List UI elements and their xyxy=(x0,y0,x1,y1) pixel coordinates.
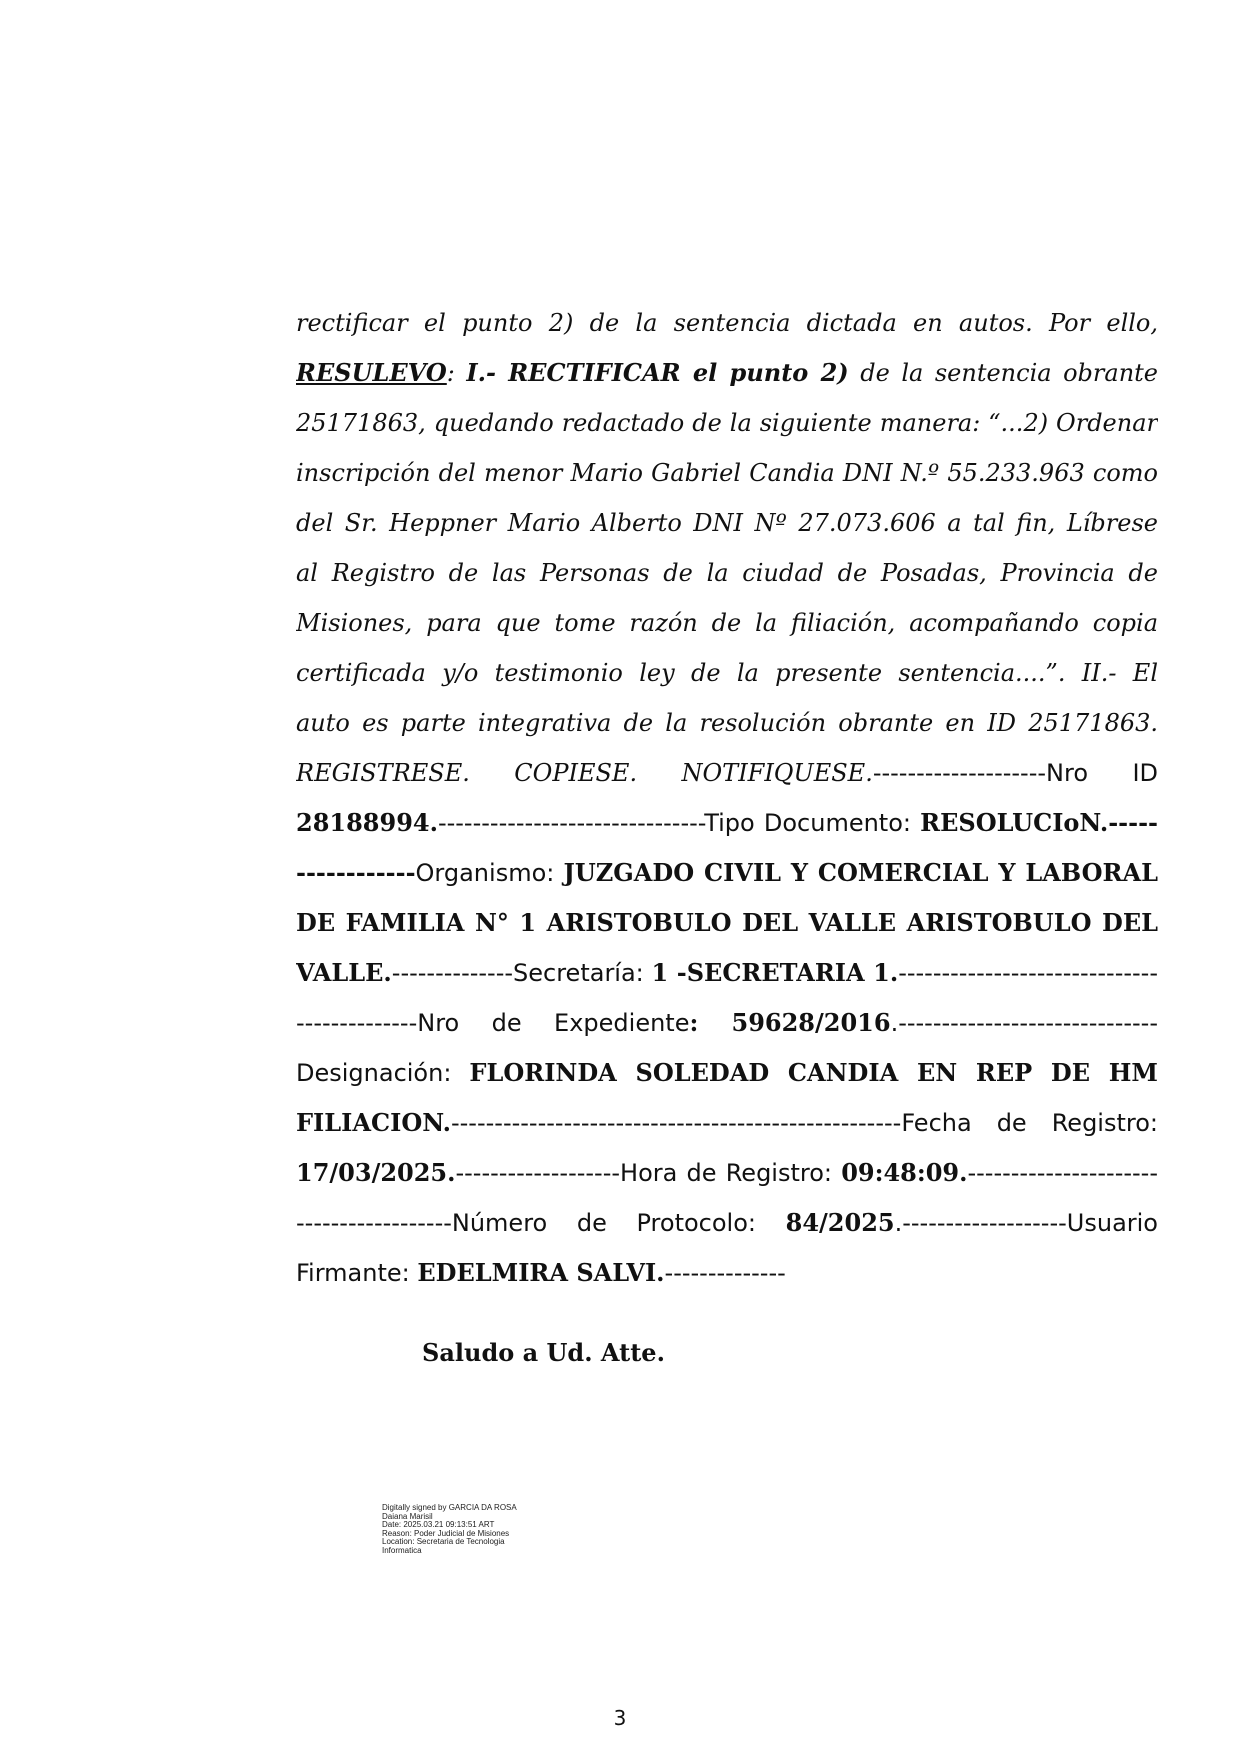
text-run: JUZGADO CIVIL Y COMERCIAL Y LABORAL xyxy=(563,858,1158,887)
text-run: 17/03/2025. xyxy=(296,1158,456,1187)
closing-greeting: Saludo a Ud. Atte. xyxy=(422,1338,665,1367)
text-run: --------------Secretaría: xyxy=(391,959,652,987)
body-line xyxy=(296,348,1158,398)
text-run: ------------ xyxy=(296,858,416,887)
text-run: -------------------Hora de Registro: xyxy=(455,1159,842,1187)
signature-line: Daiana Marisil xyxy=(382,1511,433,1521)
text-run: Designación: xyxy=(296,1059,470,1087)
body-line xyxy=(296,448,1158,498)
text-run: VALLE. xyxy=(296,958,392,987)
body-line xyxy=(296,1198,1158,1248)
text-run: --------------Nro de Expediente xyxy=(296,1009,690,1037)
text-run: 1 -SECRETARIA 1. xyxy=(651,958,899,987)
body-line xyxy=(296,1098,1158,1148)
text-run: RESOLUCIoN.----- xyxy=(920,808,1158,837)
resolution-body xyxy=(296,298,1158,1298)
body-line xyxy=(296,848,1158,898)
signature-line: Reason: Poder Judicial de Misiones xyxy=(382,1528,510,1538)
signature-line: Informatica xyxy=(382,1545,422,1555)
body-line xyxy=(296,648,1158,698)
text-run: -------------------------------Tipo Documento: xyxy=(437,809,921,837)
signature-line: Date: 2025.03.21 09:13:51 ART xyxy=(382,1520,495,1529)
text-run: 28188994. xyxy=(296,808,438,837)
text-run: DE FAMILIA N° 1 ARISTOBULO DEL VALLE ARISTOBULO DEL xyxy=(296,908,1158,937)
text-run: FILIACION. xyxy=(296,1108,451,1137)
body-line xyxy=(296,1248,1158,1298)
text-run: del Sr. Heppner Mario Alberto DNI Nº 27.073.606 a tal fin, Líbrese xyxy=(296,509,1158,537)
text-run: de la sentencia obrante xyxy=(860,359,1158,387)
body-line xyxy=(296,798,1158,848)
text-run: FLORINDA SOLEDAD CANDIA EN REP DE HM xyxy=(469,1058,1158,1087)
text-run: : xyxy=(446,359,467,387)
text-run: 25171863, quedando redactado de la siguiente manera: “...2) Ordenar xyxy=(296,409,1158,437)
body-line xyxy=(296,398,1158,448)
page-number: 3 xyxy=(613,1706,627,1730)
signature-line: Digitally signed by GARCIA DA ROSA xyxy=(382,1503,517,1512)
body-line xyxy=(296,698,1158,748)
text-run: I.- RECTIFICAR el punto 2) xyxy=(466,358,849,387)
body-line xyxy=(296,1148,1158,1198)
text-run: -------------- xyxy=(664,1259,786,1287)
text-run: al Registro de las Personas de la ciudad de Posadas, Provincia de xyxy=(296,559,1158,587)
text-run: ------------------------------ xyxy=(898,959,1158,987)
body-line xyxy=(296,998,1158,1048)
body-line xyxy=(296,948,1158,998)
body-line xyxy=(296,298,1158,348)
text-run: 09:48:09. xyxy=(841,1158,968,1187)
text-run: ----------------------------------------------------Fecha de Registro: xyxy=(450,1109,1158,1137)
text-run: ---------------------- xyxy=(967,1159,1158,1187)
digital-signature-stamp xyxy=(382,1504,562,1555)
text-run: REGISTRESE. COPIESE. NOTIFIQUESE. xyxy=(296,759,873,787)
text-run: EDELMIRA SALVI. xyxy=(417,1258,665,1287)
body-line xyxy=(296,548,1158,598)
text-run: RESULEVO xyxy=(296,358,447,387)
text-run: certificada y/o testimonio ley de la presente sentencia....”. II.- El xyxy=(296,659,1158,687)
text-run: : 59628/2016 xyxy=(689,1008,891,1037)
text-run: Firmante: xyxy=(296,1259,418,1287)
body-line xyxy=(296,1048,1158,1098)
body-line xyxy=(296,898,1158,948)
text-run: 84/2025 xyxy=(785,1208,895,1237)
text-run: Misiones, para que tome razón de la filiación, acompañando copia xyxy=(296,609,1158,637)
body-line xyxy=(296,598,1158,648)
text-run: auto es parte integrativa de la resolución obrante en ID 25171863. xyxy=(296,709,1158,737)
text-run: inscripción del menor Mario Gabriel Candia DNI N.º 55.233.963 como xyxy=(296,459,1158,487)
text-run: ------------------Número de Protocolo: xyxy=(296,1209,786,1237)
text-run: --------------------Nro ID xyxy=(872,759,1158,787)
body-line xyxy=(296,748,1158,798)
text-run: .-------------------Usuario xyxy=(894,1209,1158,1237)
text-run: Organismo: xyxy=(415,859,564,887)
body-line xyxy=(296,498,1158,548)
text-run: rectificar el punto 2) de la sentencia dictada en autos. Por ello, xyxy=(296,309,1158,337)
signature-line: Location: Secretaria de Tecnologia xyxy=(382,1537,505,1546)
text-run: .------------------------------ xyxy=(890,1009,1158,1037)
